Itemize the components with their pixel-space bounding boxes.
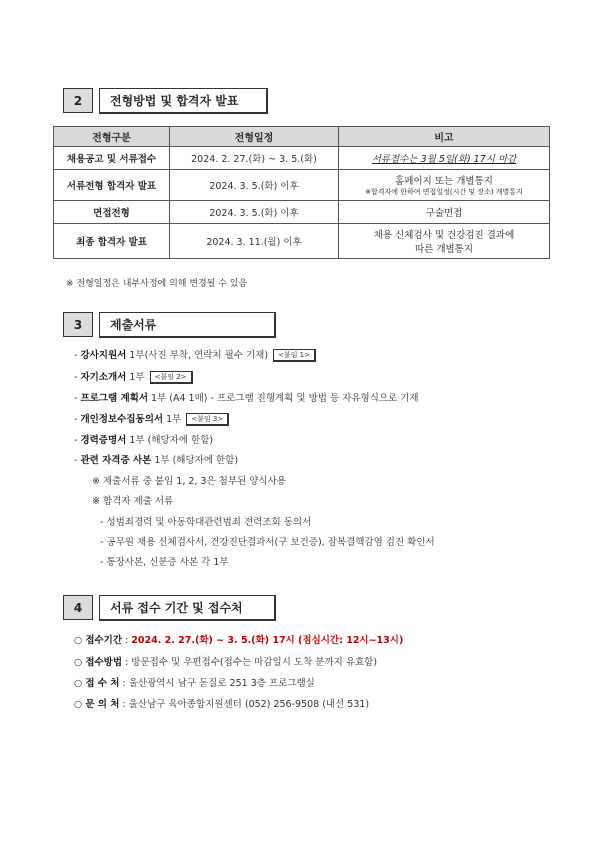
section-number: 4 (63, 595, 93, 620)
attachment-tag: <붙임 2> (150, 371, 193, 384)
reception-label: 문 의 처 (85, 699, 120, 710)
reception-label: 접 수 처 (85, 678, 120, 689)
schedule-table (53, 126, 550, 259)
document-name: 강사지원서 (80, 350, 127, 361)
reception-value: 2024. 2. 27.(화) ~ 3. 5.(화) 17시 (점심시간: 12시~13시) (131, 635, 404, 646)
section-title: 제출서류 (99, 312, 276, 338)
reception-value: 울산남구 육아종합지원센터 (052) 256-9508 (내선 531) (128, 699, 370, 710)
document-note: ※ 합격자 제출 서류 (92, 496, 174, 507)
document-item: - 프로그램 계획서 1부 (A4 1매) - 프로그램 진행계획 및 방법 등 자유형식으로 기재 (74, 393, 419, 404)
document-desc: 1부 (166, 414, 182, 425)
section-4-header (63, 595, 276, 620)
reception-value: 방문접수 및 우편접수(접수는 마감일시 도착 분까지 유효함) (131, 657, 378, 668)
stage-cell: 최종 합격자 발표 (54, 224, 170, 259)
column-header: 전형구분 (54, 127, 170, 147)
document-name: 자기소개서 (80, 372, 127, 383)
document-desc: 1부 (해당자에 한함) (129, 435, 214, 446)
reception-item: ○ 문 의 처 : 울산남구 육아종합지원센터 (052) 256-9508 (내선 531) (74, 699, 370, 710)
document-item: - 경력증명서 1부 (해당자에 한함) (74, 435, 214, 446)
document-desc: 1부 (A4 1매) - 프로그램 진행계획 및 방법 등 자유형식으로 기재 (151, 393, 419, 404)
document-note: - 통장사본, 신분증 사본 각 1부 (100, 557, 229, 568)
table-header-row (54, 127, 550, 147)
reception-value: 울산광역시 남구 돋질로 251 3층 프로그램실 (128, 678, 315, 689)
note-cell (339, 224, 550, 259)
column-header: 비고 (339, 127, 550, 147)
note-small-text: ※합격자에 한하여 면접일정(시간 및 장소) 개별통지 (365, 188, 523, 196)
stage-cell: 서류전형 합격자 발표 (54, 170, 170, 201)
note-text: 홈페이지 또는 개별통지 (395, 176, 493, 187)
date-cell: 2024. 3. 5.(화) 이후 (170, 170, 339, 201)
section-title: 전형방법 및 합격자 발표 (99, 88, 268, 114)
note-text-2: 따른 개별통지 (414, 244, 474, 255)
attachment-tag: <붙임 3> (186, 413, 229, 426)
note-text: 채용 신체검사 및 건강검진 결과에 (373, 230, 515, 241)
reception-item: ○ 접수기간 : 2024. 2. 27.(화) ~ 3. 5.(화) 17시 (점심시간: 12시~13시) (74, 635, 404, 646)
date-cell: 2024. 3. 11.(월) 이후 (170, 224, 339, 259)
table-row (54, 224, 550, 259)
document-note: - 성범죄경력 및 아동학대관련범죄 전력조회 동의서 (100, 517, 312, 528)
attachment-tag: <붙임 1> (273, 349, 316, 362)
reception-item: ○ 접 수 처 : 울산광역시 남구 돋질로 251 3층 프로그램실 (74, 678, 315, 689)
document-desc: 1부(사진 부착, 연락처 필수 기재) (129, 350, 269, 361)
document-name: 프로그램 계획서 (80, 393, 148, 404)
document-note: - 공무원 채용 신체검사서, 건강진단결과서(구 보건증), 잠복결핵감염 검진 확인서 (100, 537, 435, 548)
note-cell: 구술면접 (339, 201, 550, 224)
stage-cell: 면접전형 (54, 201, 170, 224)
reception-label: 접수기간 (85, 635, 123, 646)
column-header: 전형일정 (170, 127, 339, 147)
table-row (54, 170, 550, 201)
deadline-note: 서류접수는 3월 5일(화) 17시 마감 (371, 154, 517, 165)
schedule-footnote: ※ 전형일정은 내부사정에 의해 변경될 수 있음 (66, 279, 248, 289)
document-item: - 관련 자격증 사본 1부 (해당자에 한함) (74, 455, 239, 466)
section-number: 3 (63, 312, 93, 337)
date-cell: 2024. 2. 27.(화) ~ 3. 5.(화) (170, 147, 339, 170)
table-row (54, 201, 550, 224)
date-cell: 2024. 3. 5.(화) 이후 (170, 201, 339, 224)
reception-item: ○ 접수방법 : 방문접수 및 우편접수(접수는 마감일시 도착 분까지 유효함) (74, 657, 378, 668)
document-name: 관련 자격증 사본 (80, 455, 152, 466)
section-2-header (63, 88, 268, 113)
document-note: ※ 제출서류 중 붙임 1, 2, 3은 첨부된 양식사용 (92, 476, 286, 487)
document-desc: 1부 (해당자에 한함) (154, 455, 239, 466)
document-item: - 강사지원서 1부(사진 부착, 연락처 필수 기재) <붙임 1> (74, 347, 316, 362)
table-row (54, 147, 550, 170)
note-cell (339, 147, 550, 170)
stage-cell: 채용공고 및 서류접수 (54, 147, 170, 170)
section-title: 서류 접수 기간 및 접수처 (99, 595, 276, 621)
section-number: 2 (63, 88, 93, 113)
note-cell (339, 170, 550, 201)
document-item: - 개인정보수집동의서 1부 <붙임 3> (74, 411, 229, 426)
document-item: - 자기소개서 1부 <붙임 2> (74, 369, 193, 384)
reception-label: 접수방법 (85, 657, 123, 668)
document-name: 개인정보수집동의서 (80, 414, 164, 425)
document-name: 경력증명서 (80, 435, 127, 446)
document-desc: 1부 (129, 372, 145, 383)
section-3-header (63, 312, 276, 337)
